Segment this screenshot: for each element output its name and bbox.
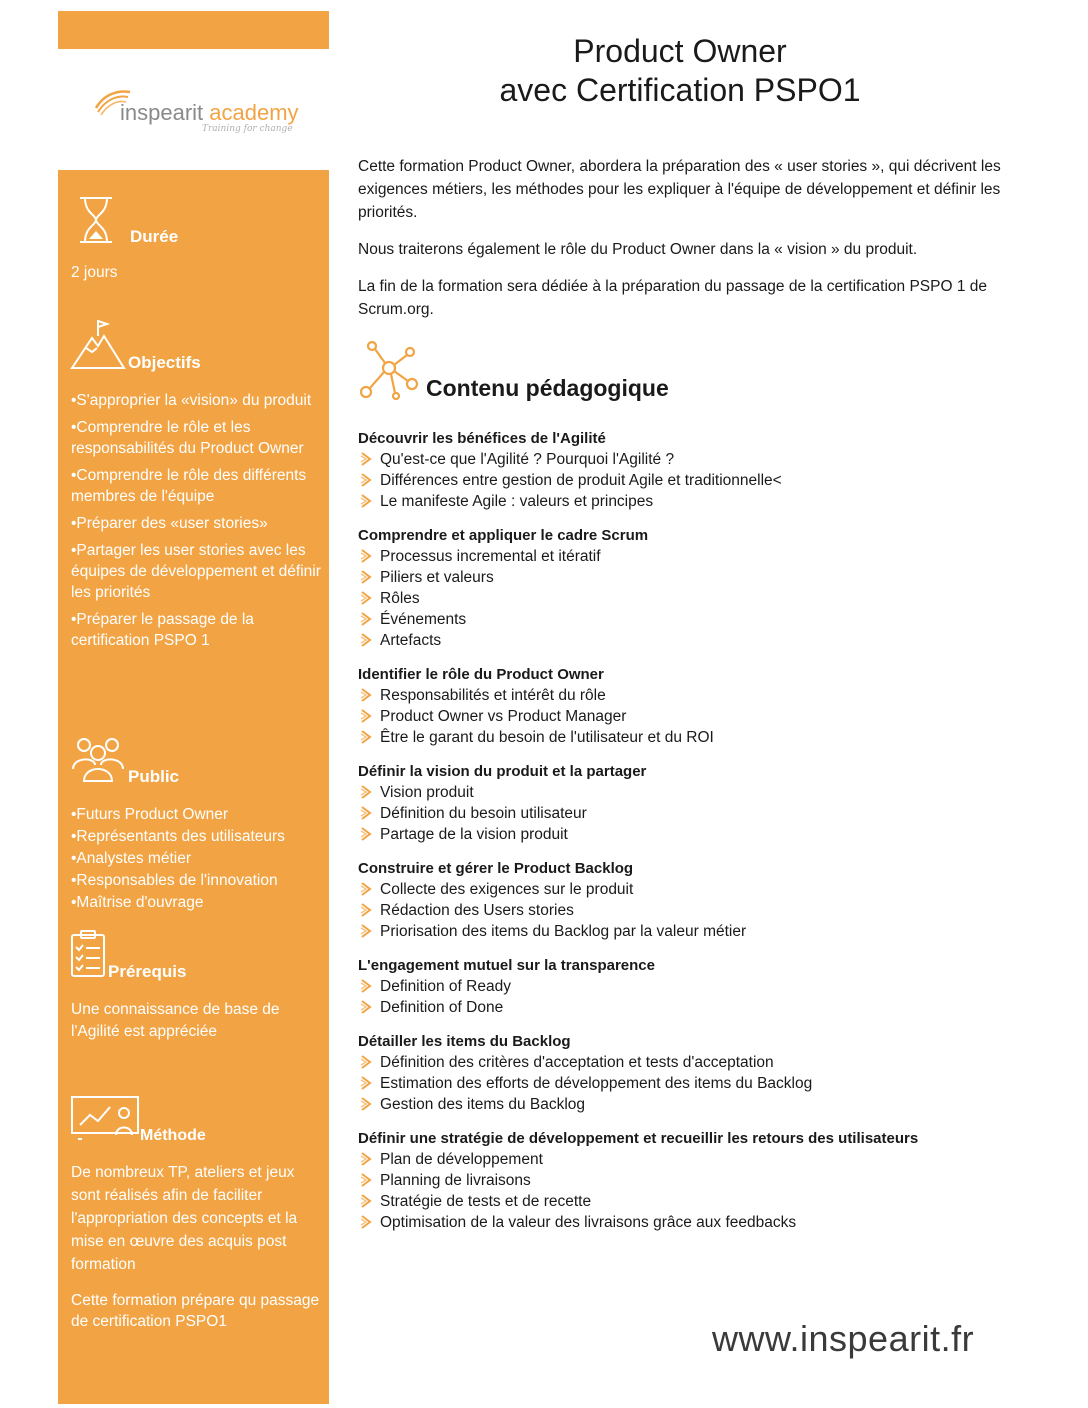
arrow-bullet-icon xyxy=(360,494,372,508)
inspearit-logo xyxy=(92,86,302,136)
module-section xyxy=(358,664,1058,748)
module-title: Comprendre et appliquer le cadre Scrum xyxy=(358,527,649,544)
module-item xyxy=(358,900,1058,921)
objectif-item: •S'approprier la «vision» du produit xyxy=(71,392,312,409)
module-item-text: Collecte des exigences sur le produit xyxy=(380,881,634,898)
module-item xyxy=(358,921,1058,942)
arrow-bullet-icon xyxy=(360,549,372,563)
module-item xyxy=(358,491,1058,512)
module-item xyxy=(358,630,1058,651)
methode-text: De nombreux TP, ateliers et jeux sont réalisés afin de faciliter l'appropriation des concepts et la mise en œuvre des acquis post formation xyxy=(71,1164,298,1273)
module-section xyxy=(358,955,1058,1018)
objectifs-list xyxy=(71,390,321,657)
module-section xyxy=(358,858,1058,942)
module-item-text: Qu'est-ce que l'Agilité ? Pourquoi l'Agilité ? xyxy=(380,451,675,468)
module-item xyxy=(358,976,1058,997)
module-section xyxy=(358,761,1058,845)
arrow-bullet-icon xyxy=(360,1215,372,1229)
people-icon xyxy=(70,735,126,783)
brand-tagline: Training for change xyxy=(202,124,293,134)
methode-text-2: Cette formation prépare qu passage de certification PSPO1 xyxy=(71,1292,320,1330)
public-item: •Responsables de l'innovation xyxy=(71,872,278,889)
module-item-text: Définition du besoin utilisateur xyxy=(380,805,587,822)
module-item xyxy=(358,1191,1058,1212)
arrow-bullet-icon xyxy=(360,827,372,841)
arrow-bullet-icon xyxy=(360,806,372,820)
module-title: Détailler les items du Backlog xyxy=(358,1033,571,1050)
module-item-text: Product Owner vs Product Manager xyxy=(380,708,627,725)
public-list xyxy=(71,804,321,914)
module-item xyxy=(358,997,1058,1018)
mountain-flag-icon xyxy=(70,318,126,370)
intro-text xyxy=(358,155,1048,335)
module-item xyxy=(358,449,1058,470)
module-item-text: Rédaction des Users stories xyxy=(380,902,574,919)
module-item xyxy=(358,803,1058,824)
module-item xyxy=(358,1149,1058,1170)
brand-name-academy: academy xyxy=(209,100,299,125)
arrow-bullet-icon xyxy=(360,1173,372,1187)
hourglass-icon xyxy=(76,195,116,245)
brand-name: inspearit xyxy=(120,100,204,125)
prerequis-text: Une connaissance de base de l'Agilité est appréciée xyxy=(71,1001,280,1040)
arrow-bullet-icon xyxy=(360,1097,372,1111)
website-url: www.inspearit.fr xyxy=(712,1318,975,1359)
objectif-item: •Comprendre le rôle des différents membres de l'équipe xyxy=(71,467,307,505)
module-item xyxy=(358,546,1058,567)
duree-text: 2 jours xyxy=(71,264,118,281)
arrow-bullet-icon xyxy=(360,591,372,605)
title-line-2: avec Certification PSPO1 xyxy=(499,72,861,108)
module-item xyxy=(358,1052,1058,1073)
module-section xyxy=(358,525,1058,651)
arrow-bullet-icon xyxy=(360,1194,372,1208)
module-item xyxy=(358,588,1058,609)
arrow-bullet-icon xyxy=(360,709,372,723)
objectif-item: •Comprendre le rôle et les responsabilités du Product Owner xyxy=(71,419,304,457)
public-item: •Représentants des utilisateurs xyxy=(71,828,285,845)
arrow-bullet-icon xyxy=(360,633,372,647)
checklist-icon xyxy=(70,930,106,978)
module-title: Définir la vision du produit et la partager xyxy=(358,763,647,780)
module-item xyxy=(358,879,1058,900)
module-item xyxy=(358,706,1058,727)
module-title: Construire et gérer le Product Backlog xyxy=(358,860,634,877)
arrow-bullet-icon xyxy=(360,688,372,702)
intro-paragraph: Nous traiterons également le rôle du Product Owner dans la « vision » du produit. xyxy=(358,241,918,258)
module-title: Identifier le rôle du Product Owner xyxy=(358,666,604,683)
intro-paragraph: La fin de la formation sera dédiée à la préparation du passage de la certification PSPO 1 de Scrum.org. xyxy=(358,278,988,318)
objectif-item: •Préparer le passage de la certification PSPO 1 xyxy=(71,611,254,649)
duree-title: Durée xyxy=(130,227,179,246)
module-section xyxy=(358,1031,1058,1115)
methode-title: Méthode xyxy=(140,1127,206,1144)
module-item-text: Estimation des efforts de développement des items du Backlog xyxy=(380,1075,813,1092)
module-item-text: Être le garant du besoin de l'utilisateur et du ROI xyxy=(380,729,714,746)
arrow-bullet-icon xyxy=(360,1055,372,1069)
module-item-text: Rôles xyxy=(380,590,420,607)
module-item-text: Processus incremental et itératif xyxy=(380,548,601,565)
module-item-text: Partage de la vision produit xyxy=(380,826,568,843)
module-item xyxy=(358,824,1058,845)
module-title: L'engagement mutuel sur la transparence xyxy=(358,957,655,974)
module-item-text: Planning de livraisons xyxy=(380,1172,531,1189)
arrow-bullet-icon xyxy=(360,1152,372,1166)
module-section xyxy=(358,428,1058,512)
intro-paragraph: Cette formation Product Owner, abordera la préparation des « user stories », qui décrivent les exigences métiers, les méthodes pour les expliquer à l'équipe de développement et définir les priorités. xyxy=(358,158,1001,221)
module-item-text: Definition of Ready xyxy=(380,978,511,995)
module-item-text: Événements xyxy=(380,611,467,628)
arrow-bullet-icon xyxy=(360,452,372,466)
public-item: •Futurs Product Owner xyxy=(71,806,229,823)
module-item xyxy=(358,470,1058,491)
objectifs-title: Objectifs xyxy=(128,353,201,372)
arrow-bullet-icon xyxy=(360,1076,372,1090)
sidebar-top-band xyxy=(58,11,329,49)
arrow-bullet-icon xyxy=(360,730,372,744)
arrow-bullet-icon xyxy=(360,785,372,799)
arrow-bullet-icon xyxy=(360,924,372,938)
arrow-bullet-icon xyxy=(360,612,372,626)
sidebar xyxy=(58,170,329,1404)
arrow-bullet-icon xyxy=(360,1000,372,1014)
module-item-text: Priorisation des items du Backlog par la valeur métier xyxy=(380,923,747,940)
module-item-text: Definition of Done xyxy=(380,999,504,1016)
public-item: •Analystes métier xyxy=(71,850,191,867)
page-title xyxy=(470,32,890,110)
module-item xyxy=(358,567,1058,588)
arrow-bullet-icon xyxy=(360,979,372,993)
module-item xyxy=(358,1073,1058,1094)
module-item-text: Plan de développement xyxy=(380,1151,543,1168)
module-item-text: Optimisation de la valeur des livraisons grâce aux feedbacks xyxy=(380,1214,797,1231)
module-item-text: Responsabilités et intérêt du rôle xyxy=(380,687,606,704)
whiteboard-icon xyxy=(70,1095,140,1143)
module-item-text: Définition des critères d'acceptation et tests d'acceptation xyxy=(380,1054,774,1071)
module-item xyxy=(358,1170,1058,1191)
objectif-item: •Partager les user stories avec les équipes de développement et définir les priorités xyxy=(71,542,321,601)
module-item xyxy=(358,1094,1058,1115)
module-item-text: Différences entre gestion de produit Agile et traditionnelle< xyxy=(380,472,782,489)
arrow-bullet-icon xyxy=(360,903,372,917)
arrow-bullet-icon xyxy=(360,570,372,584)
module-item-text: Artefacts xyxy=(380,632,442,649)
network-nodes-icon xyxy=(358,340,420,400)
module-item xyxy=(358,1212,1058,1233)
public-item: •Maîtrise d'ouvrage xyxy=(71,894,204,911)
objectif-item: •Préparer des «user stories» xyxy=(71,515,268,532)
program-modules xyxy=(358,428,1058,1246)
module-item-text: Vision produit xyxy=(380,784,474,801)
prerequis-title: Prérequis xyxy=(108,962,187,981)
module-item-text: Le manifeste Agile : valeurs et principes xyxy=(380,493,654,510)
module-item xyxy=(358,685,1058,706)
module-item-text: Stratégie de tests et de recette xyxy=(380,1193,592,1210)
arrow-bullet-icon xyxy=(360,882,372,896)
module-section xyxy=(358,1128,1058,1233)
module-item xyxy=(358,727,1058,748)
module-item-text: Piliers et valeurs xyxy=(380,569,494,586)
module-item xyxy=(358,782,1058,803)
contenu-title: Contenu pédagogique xyxy=(426,375,669,401)
module-item-text: Gestion des items du Backlog xyxy=(380,1096,586,1113)
arrow-bullet-icon xyxy=(360,473,372,487)
title-line-1: Product Owner xyxy=(573,33,787,69)
module-title: Définir une stratégie de développement et recueillir les retours des utilisateurs xyxy=(358,1130,919,1147)
public-title: Public xyxy=(128,767,180,786)
module-title: Découvrir les bénéfices de l'Agilité xyxy=(358,430,606,447)
module-item xyxy=(358,609,1058,630)
